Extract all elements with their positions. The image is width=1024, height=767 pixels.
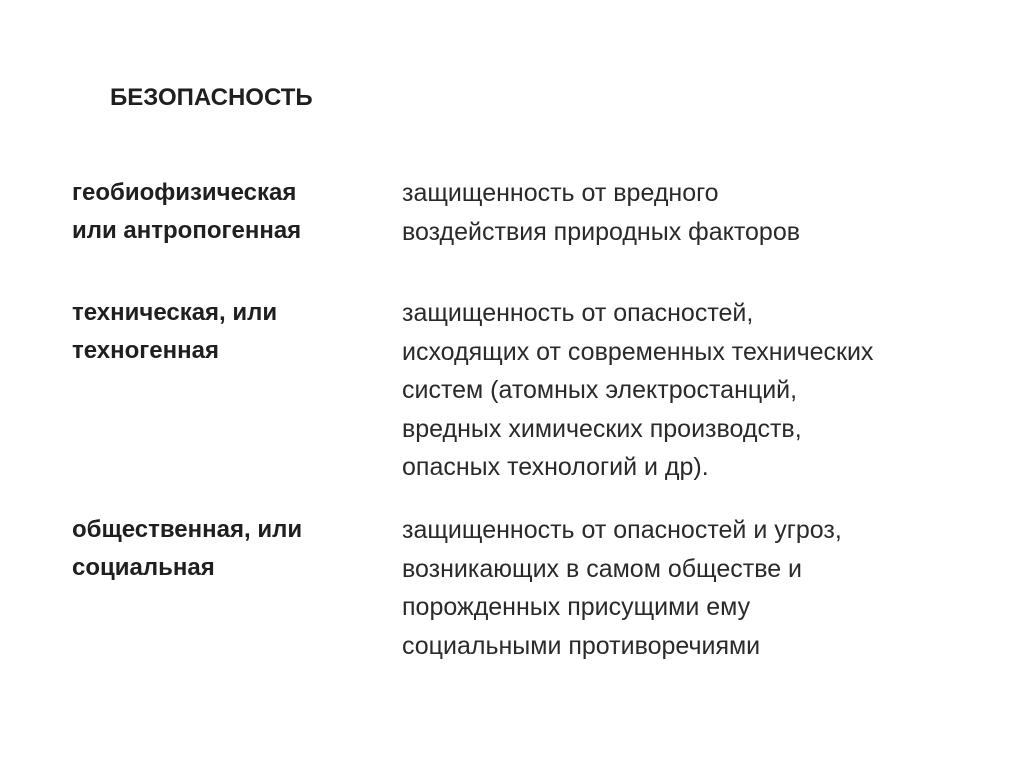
definition-line: систем (атомных электростанций,: [402, 376, 798, 404]
term-label: [72, 294, 382, 370]
definition-line: исходящих от современных технических: [402, 337, 874, 366]
definition-line: порожденных присущими ему: [402, 593, 751, 621]
term-label: [72, 174, 382, 250]
term-line: геобиофизическая: [72, 179, 297, 206]
slide-title: БЕЗОПАСНОСТЬ: [110, 84, 313, 111]
term-line: техногенная: [72, 337, 219, 364]
term-label: [72, 511, 382, 587]
definition-text: [402, 294, 1002, 487]
definition-line: воздействия природных факторов: [402, 217, 800, 246]
definition-line: защищенность от вредного: [402, 179, 719, 207]
term-line: социальная: [72, 554, 215, 581]
definition-line: социальными противоречиями: [402, 631, 761, 660]
definition-text: [402, 511, 1002, 665]
term-line: общественная, или: [72, 516, 303, 543]
term-line: или антропогенная: [72, 217, 302, 244]
definition-line: защищенность от опасностей,: [402, 299, 754, 327]
definition-text: [402, 174, 1002, 251]
definition-line: вредных химических производств,: [402, 414, 802, 443]
definition-line: опасных технологий и др).: [402, 453, 709, 481]
definition-line: возникающих в самом обществе и: [402, 554, 803, 583]
definition-line: защищенность от опасностей и угроз,: [402, 516, 842, 544]
term-line: техническая, или: [72, 299, 278, 326]
